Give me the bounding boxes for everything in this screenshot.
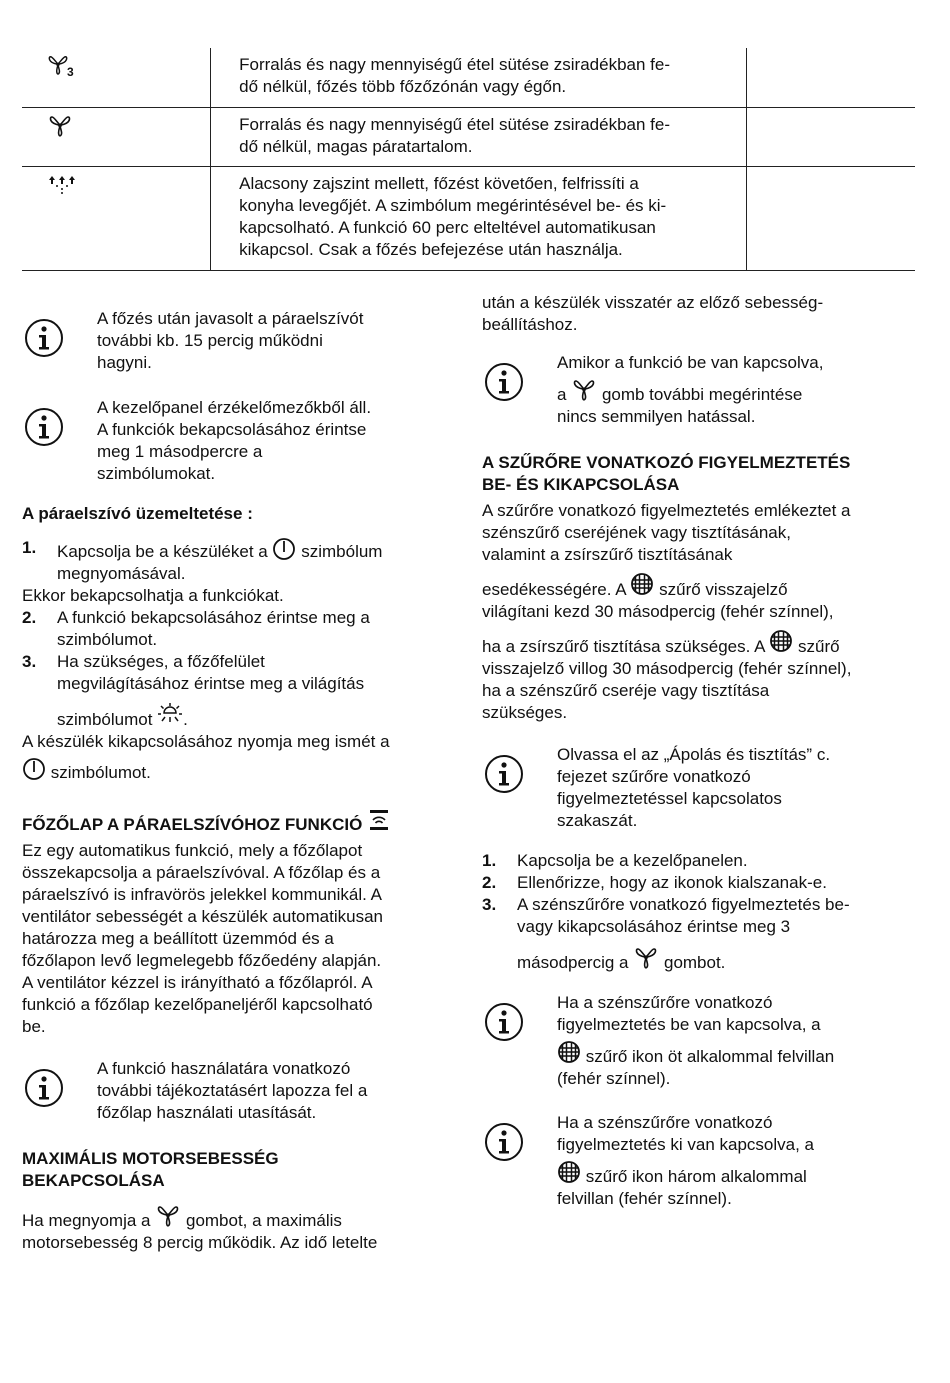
note-text: hagyni.	[97, 353, 152, 372]
list-number: 1.	[22, 538, 37, 557]
info-icon	[484, 754, 524, 794]
paragraph: szimbólumot.	[50, 763, 151, 782]
note-text: Olvassa el az „Ápolás és tisztítás” c.	[557, 745, 831, 764]
list-number: 3.	[22, 652, 37, 671]
power-icon	[22, 757, 46, 781]
note-text: figyelmeztetés ki van kapcsolva, a	[557, 1135, 815, 1154]
list-text: A szénszűrőre vonatkozó figyelmeztetés be-	[517, 895, 850, 914]
note-text: szimbólumokat.	[97, 464, 216, 483]
light-icon	[157, 701, 183, 727]
row-text: Forralás és nagy mennyiségű étel sütése zsiradékban fe-	[239, 55, 671, 74]
breeze-icon	[47, 173, 77, 197]
list-item	[22, 607, 452, 651]
section-heading: FŐZŐLAP A PÁRAELSZÍVÓHOZ FUNKCIÓ	[22, 815, 363, 834]
svg-text:3: 3	[67, 65, 74, 79]
info-note	[482, 744, 917, 832]
list-text: vagy kikapcsolásához érintse meg 3	[517, 917, 791, 936]
list-item	[482, 872, 917, 894]
info-icon	[484, 1002, 524, 1042]
list-text: szimbólumot	[57, 710, 153, 729]
row-text: konyha levegőjét. A szimbólum megérintésével be- és ki-	[239, 195, 667, 215]
note-text: Amikor a funkció be van kapcsolva,	[557, 353, 824, 372]
info-icon	[24, 407, 64, 447]
note-text: A kezelőpanel érzékelőmezőkből áll.	[97, 398, 372, 417]
fan-boost-icon	[633, 946, 659, 970]
paragraph: A szűrőre vonatkozó figyelmeztetés emlékeztet a szénszűrő cseréjének vagy tisztításának, valamint a zsírszűrő tisztításának esedékességére. A szűrő visszajelző világítani kezd 30 másodpercig (fehér színnel), ha a zsírszűrő tisztítása szükséges. A szűrő visszajelző villog 30 másodpercig (fehér színnel), ha a szénszűrő cseréje vagy tisztítása szükséges.	[482, 501, 852, 722]
list-number: 1.	[482, 851, 497, 870]
note-text: fejezet szűrőre vonatkozó	[557, 767, 751, 786]
list-number: 3.	[482, 895, 497, 914]
section-heading: A SZŰRŐRE VONATKOZÓ FIGYELMEZTETÉS BE- ÉS KIKAPCSOLÁSA	[482, 453, 851, 494]
list-text: megvilágításához érintse meg a világítás	[57, 674, 365, 693]
fan-speed-3-icon	[47, 54, 77, 80]
filter-icon	[769, 629, 793, 653]
section-heading: MAXIMÁLIS MOTORSEBESSÉG BEKAPCSOLÁSA	[22, 1149, 279, 1190]
table-row	[22, 48, 915, 107]
hob2hood-icon	[367, 808, 391, 832]
info-icon	[484, 362, 524, 402]
list-text: szimbólum	[301, 542, 383, 561]
note-text: a	[557, 385, 567, 404]
note-text: szűrő ikon három alkalommal	[585, 1167, 807, 1186]
note-text: gomb további megérintése	[601, 385, 803, 404]
note-text: A főzés után javasolt a páraelszívót	[97, 309, 364, 328]
note-text: főzőlap használati utasítását.	[97, 1103, 317, 1122]
info-note	[22, 308, 452, 374]
filter-icon	[557, 1160, 581, 1184]
list-text: megnyomásával.	[57, 564, 186, 583]
row-text: kikapcsol. Csak a főzés befejezése után használja.	[239, 239, 623, 259]
power-icon	[272, 537, 296, 561]
info-icon	[24, 1068, 64, 1108]
list-item	[22, 651, 452, 731]
list-text: gombot.	[663, 953, 726, 972]
fan-boost-icon	[571, 378, 597, 402]
note-text: A funkció használatára vonatkozó	[97, 1059, 351, 1078]
row-text: Alacsony zajszint mellett, főzést követően, felfrissíti a	[239, 173, 639, 193]
paragraph: Ez egy automatikus funkció, mely a főzőlapot összekapcsolja a páraelszívóval. A főzőlap és a páraelszívó is infravörös jelekkel kommunikál. A ventilátor sebességét a készülék automatikusan határozza meg a beállított üzemmód és a főzőlapon levő legmelegebb főzőedény alapján. A ventilátor kézzel is irányítható a főzőlapról. A funkció a főzőlap kezelőpaneljéről kapcsolható be.	[22, 841, 383, 1036]
info-icon	[484, 1122, 524, 1162]
list-item	[482, 850, 917, 872]
row-text: dő nélkül, magas páratartalom.	[239, 136, 473, 156]
note-text: figyelmeztetés be van kapcsolva, a	[557, 1015, 821, 1034]
note-text: (fehér színnel).	[557, 1069, 671, 1088]
info-note	[22, 397, 452, 485]
note-text: további kb. 15 percig működni	[97, 331, 323, 350]
row-text: Forralás és nagy mennyiségű étel sütése zsiradékban fe-	[239, 114, 671, 134]
filter-icon	[630, 572, 654, 596]
note-text: meg 1 másodpercre a	[97, 442, 263, 461]
list-text: másodpercig a	[517, 953, 629, 972]
filter-icon	[557, 1040, 581, 1064]
info-note	[482, 352, 917, 428]
note-text: A funkciók bekapcsolásához érintse	[97, 420, 367, 439]
note-text: szakaszát.	[557, 811, 638, 830]
note-text: felvillan (fehér színnel).	[557, 1189, 732, 1208]
right-column	[482, 292, 917, 1210]
list-text: A funkció bekapcsolásához érintse meg a	[57, 608, 370, 627]
info-note	[22, 1058, 452, 1124]
list-text: Ellenőrizze, hogy az ikonok kialszanak-e.	[517, 873, 827, 892]
info-icon	[24, 318, 64, 358]
list-text: Kapcsolja be a kezelőpanelen.	[517, 851, 748, 870]
list-number: 2.	[482, 873, 497, 892]
table-row	[22, 107, 915, 166]
info-note	[482, 1112, 917, 1210]
left-column	[22, 292, 452, 1254]
list-number: 2.	[22, 608, 37, 627]
paragraph: Ha megnyomja a gombot, a maximális motorsebesség 8 percig működik. Az idő letelte	[22, 1204, 452, 1254]
fan-boost-icon	[155, 1204, 181, 1228]
paragraph: Ekkor bekapcsolhatja a funkciókat.	[22, 586, 284, 605]
list-text: Kapcsolja be a készüléket a	[57, 542, 268, 561]
note-text: további tájékoztatásért lapozza fel a	[97, 1081, 368, 1100]
paragraph: A készülék kikapcsolásához nyomja meg ismét a	[22, 732, 390, 751]
list-text: Ha szükséges, a főzőfelület	[57, 652, 265, 671]
note-text: Ha a szénszűrőre vonatkozó	[557, 1113, 773, 1132]
section-heading: A páraelszívó üzemeltetése :	[22, 504, 253, 523]
note-text: Ha a szénszűrőre vonatkozó	[557, 993, 773, 1012]
fan-boost-icon	[47, 114, 73, 138]
note-text: szűrő ikon öt alkalommal felvillan	[585, 1047, 835, 1066]
table-row	[22, 166, 915, 270]
info-note	[482, 992, 917, 1090]
function-table	[22, 48, 915, 271]
note-text: nincs semmilyen hatással.	[557, 407, 756, 426]
paragraph: után a készülék visszatér az előző sebesség- beállításhoz.	[482, 293, 824, 334]
list-item	[22, 537, 452, 585]
row-text: dő nélkül, főzés több főzőzónán vagy égőn.	[239, 77, 567, 96]
list-item	[482, 894, 917, 974]
note-text: figyelmeztetéssel kapcsolatos	[557, 789, 782, 808]
list-text: szimbólumot.	[57, 630, 158, 649]
row-text: kapcsolható. A funkció 60 perc elteltével automatikusan	[239, 217, 656, 237]
list-text: .	[183, 710, 188, 729]
